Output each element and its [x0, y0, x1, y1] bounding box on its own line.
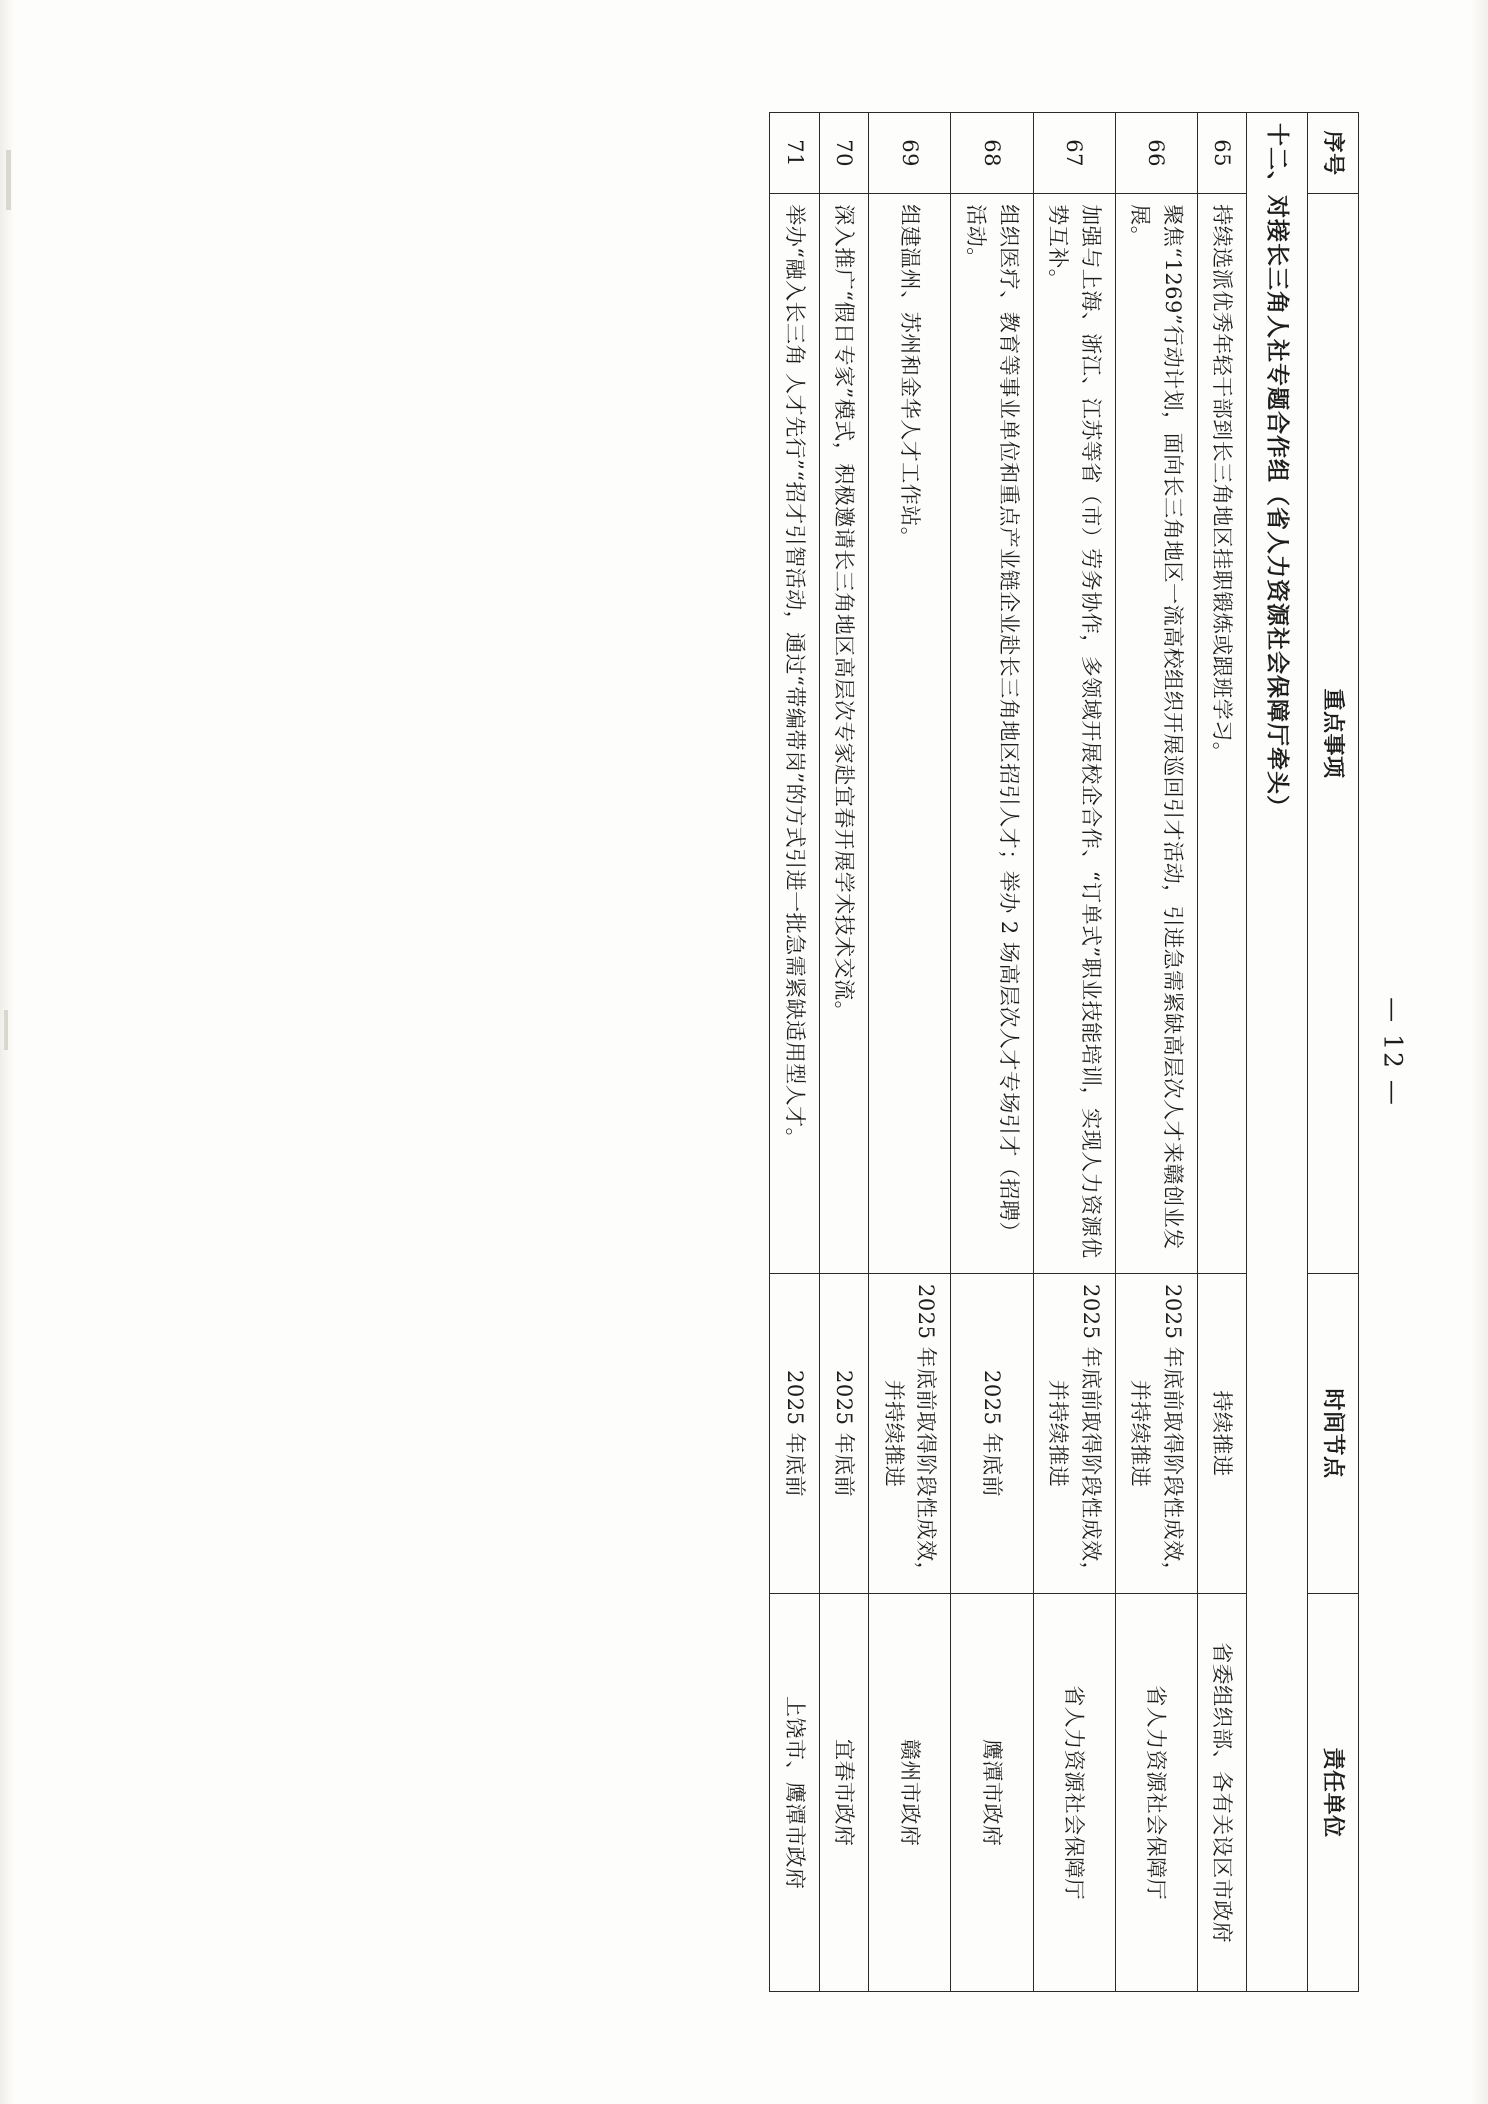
- row-unit: 赣州市政府: [869, 1594, 951, 1992]
- row-unit: 省人力资源社会保障厅: [1115, 1594, 1197, 1992]
- table-row: [819, 113, 869, 1992]
- section-title: 十二、对接长三角人社专题合作组（省人力资源社会保障厅牵头）: [1247, 113, 1308, 1992]
- row-no: 70: [819, 113, 869, 194]
- row-item: 加强与上海、浙江、江苏等省（市）劳务协作，多领域开展校企合作、“订单式”职业技能培训，实现人力资源优势互补。: [1033, 194, 1115, 1274]
- table-body: [770, 113, 1308, 1992]
- row-time: 2025 年底前: [819, 1273, 869, 1594]
- row-no: 65: [1197, 113, 1247, 194]
- table-row: [1115, 113, 1197, 1992]
- row-no: 66: [1115, 113, 1197, 194]
- table-row: [1033, 113, 1115, 1992]
- rotated-content-wrapper: [129, 112, 1359, 1992]
- scan-edge-left: [0, 0, 14, 2104]
- scan-edge-right: [1470, 0, 1488, 2104]
- row-no: 68: [951, 113, 1033, 194]
- table-row: [951, 113, 1033, 1992]
- table-row: [770, 113, 820, 1992]
- row-unit: 省委组织部、各有关设区市政府: [1197, 1594, 1247, 1992]
- row-item: 聚焦“1269”行动计划，面向长三角地区一流高校组织开展巡回引才活动，引进急需紧缺高层次人才来赣创业发展。: [1115, 194, 1197, 1274]
- table-section-row: [1247, 113, 1308, 1992]
- column-header-unit: 责任单位: [1307, 1594, 1358, 1992]
- row-time: 2025 年底前取得阶段性成效，并持续推进: [869, 1273, 951, 1594]
- row-time: 2025 年底前: [770, 1273, 820, 1594]
- row-item: 组织医疗、教育等事业单位和重点产业链企业赴长三角地区招引人才；举办 2 场高层次人才专场引才（招聘）活动。: [951, 194, 1033, 1274]
- row-item: 持续选派优秀年轻干部到长三角地区挂职锻炼或跟班学习。: [1197, 194, 1247, 1274]
- row-no: 69: [869, 113, 951, 194]
- row-no: 71: [770, 113, 820, 194]
- row-item: 深入推广“假日专家”模式，积极邀请长三角地区高层次专家赴宜春开展学术技术交流。: [819, 194, 869, 1274]
- row-unit: 宜春市政府: [819, 1594, 869, 1992]
- row-time: 2025 年底前取得阶段性成效，并持续推进: [1033, 1273, 1115, 1594]
- table-header: [1307, 113, 1358, 1992]
- row-unit: 省人力资源社会保障厅: [1033, 1594, 1115, 1992]
- row-time: 2025 年底前: [951, 1273, 1033, 1594]
- scan-artifact-bottom: [4, 1010, 8, 1050]
- scan-artifact-top: [6, 150, 11, 210]
- row-item: 组建温州、苏州和金华人才工作站。: [869, 194, 951, 1274]
- row-time: 持续推进: [1197, 1273, 1247, 1594]
- column-header-time: 时间节点: [1307, 1273, 1358, 1594]
- row-unit: 上饶市、鹰潭市政府: [770, 1594, 820, 1992]
- row-item: 举办“融入长三角 人才先行”“招才引智活动，通过“带编带岗”的方式引进一批急需紧缺适用型人才。: [770, 194, 820, 1274]
- table-row: [1197, 113, 1247, 1992]
- table-row: [869, 113, 951, 1992]
- table-header-row: [1307, 113, 1358, 1992]
- row-unit: 鹰潭市政府: [951, 1594, 1033, 1992]
- column-header-no: 序号: [1307, 113, 1358, 194]
- row-no: 67: [1033, 113, 1115, 194]
- key-tasks-table: [769, 112, 1359, 1992]
- row-time: 2025 年底前取得阶段性成效，并持续推进: [1115, 1273, 1197, 1594]
- column-header-item: 重点事项: [1307, 194, 1358, 1274]
- page-number: — 12 —: [1378, 997, 1408, 1107]
